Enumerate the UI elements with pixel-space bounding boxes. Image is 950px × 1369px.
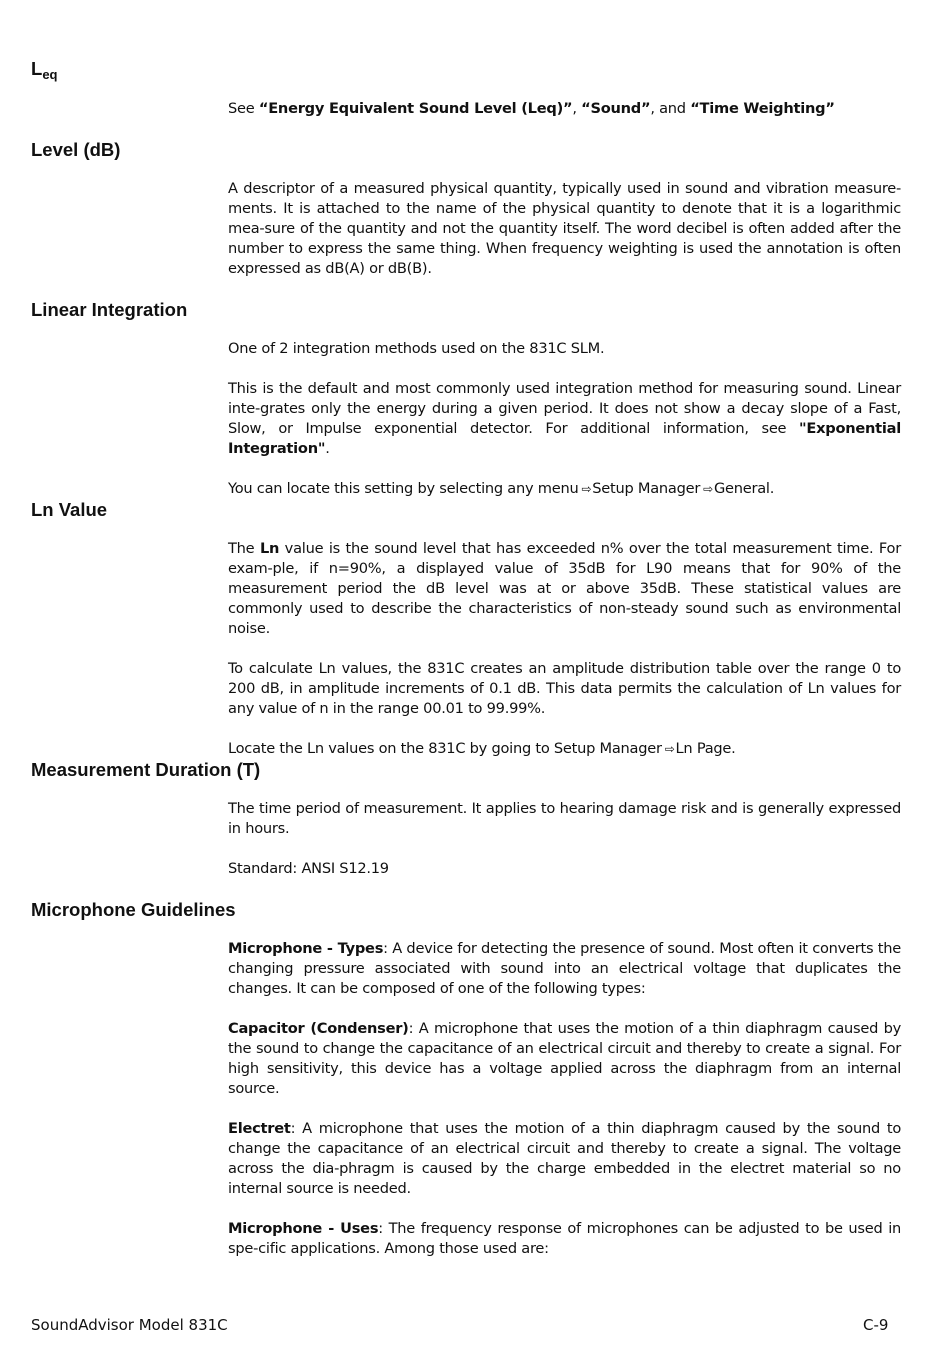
term-leq [31,58,57,86]
ref-time-weighting: “Time Weighting” [690,100,835,117]
ln-value-p3: Locate the Ln values on the 831C by going to Setup Manager ⇨Ln Page. [228,740,736,757]
linear-integration-p3: You can locate this setting by selecting any menu ⇨Setup Manager ⇨General. [228,480,775,497]
ln-value-p1: The Ln value is the sound level that has exceeded n% over the total measurement time. For exam-ple, if n=90%, a displayed value of 35dB for L90 means that for 90% of the measurement period the dB level was at or above 35dB. These statistical values are commonly used to describe the characteristics of non-steady sound such as environmental noise. [228,540,901,637]
microphone-electret: Electret: A microphone that uses the motion of a thin diaphragm caused by the sound to change the capacitance of an electrical circuit and thereby to create a signal. The voltage across the dia-phragm is caused by the charge embedded in the electret material so no internal source is needed. [228,1120,901,1197]
term-ln-value: Ln Value [31,499,108,520]
term-microphone-guidelines: Microphone Guidelines [31,899,236,920]
ln-value-p2: To calculate Ln values, the 831C creates an amplitude distribution table over the range 0 to 200 dB, in amplitude increments of 0.1 dB. This data permits the calculation of Ln values for any value of n in the range 00.01 to 99.99%. [228,660,901,717]
right-arrow-icon: ⇨ [703,482,713,496]
ln-value-definition [228,539,901,779]
linear-integration-p1: One of 2 integration methods used on the 831C SLM. [228,340,605,357]
footer-product-name: SoundAdvisor Model 831C [31,1316,228,1334]
term-linear-integration: Linear Integration [31,299,188,320]
linear-integration-definition [228,339,901,519]
level-db-paragraph: A descriptor of a measured physical quantity, typically used in sound and vibration measure-ments. It is attached to the name of the physical quantity to denote that it is a logarithmic mea-sure of the quantity and not the quantity itself. The word decibel is often added after the number to express the same thing. When frequency weighting is used the annotation is often expressed as dB(A) or dB(B). [228,180,901,277]
ref-exponential-integration: "Exponential Integration" [228,420,901,457]
term-leq-main: L [31,58,43,79]
right-arrow-icon: ⇨ [581,482,592,496]
microphone-guidelines-definition [228,939,901,1279]
measurement-duration-standard: Standard: ANSI S12.19 [228,860,389,877]
term-measurement-duration: Measurement Duration (T) [31,759,261,780]
microphone-capacitor: Capacitor (Condenser): A microphone that uses the motion of a thin diaphragm caused by the sound to change the capacitance of an electrical circuit and thereby to create a signal. For high sensitivity, this device has a voltage applied across the diaphragm from an internal source. [228,1020,901,1097]
microphone-uses: Microphone - Uses: The frequency response of microphones can be adjusted to be used in spe-cific applications. Among those used are: [228,1220,902,1257]
term-level-db: Level (dB) [31,139,121,160]
measurement-duration-p1: The time period of measurement. It applies to hearing damage risk and is generally expressed in hours. [228,800,901,837]
right-arrow-icon: ⇨ [664,742,675,756]
linear-integration-p2: This is the default and most commonly used integration method for measuring sound. Linear inte-grates only the energy during a given period. It does not show a decay slope of a Fast, Slow, or Impulse exponential detector. For additional information, see "Exponential Integration". [228,380,901,457]
ref-sound: “Sound” [581,100,651,117]
ref-energy-equivalent: “Energy Equivalent Sound Level (Leq)” [258,100,573,117]
measurement-duration-definition [228,799,901,899]
level-db-definition [228,179,901,299]
term-leq-subscript: eq [42,67,58,82]
leq-definition: See “Energy Equivalent Sound Level (Leq)”, “Sound”, and “Time Weighting” [228,100,835,117]
footer-page-number: C-9 [863,1316,889,1334]
microphone-types: Microphone - Types: A device for detecting the presence of sound. Most often it converts the changing pressure associated with sound into an electrical voltage that duplicates the changes. It can be composed of one of the following types: [228,940,901,997]
